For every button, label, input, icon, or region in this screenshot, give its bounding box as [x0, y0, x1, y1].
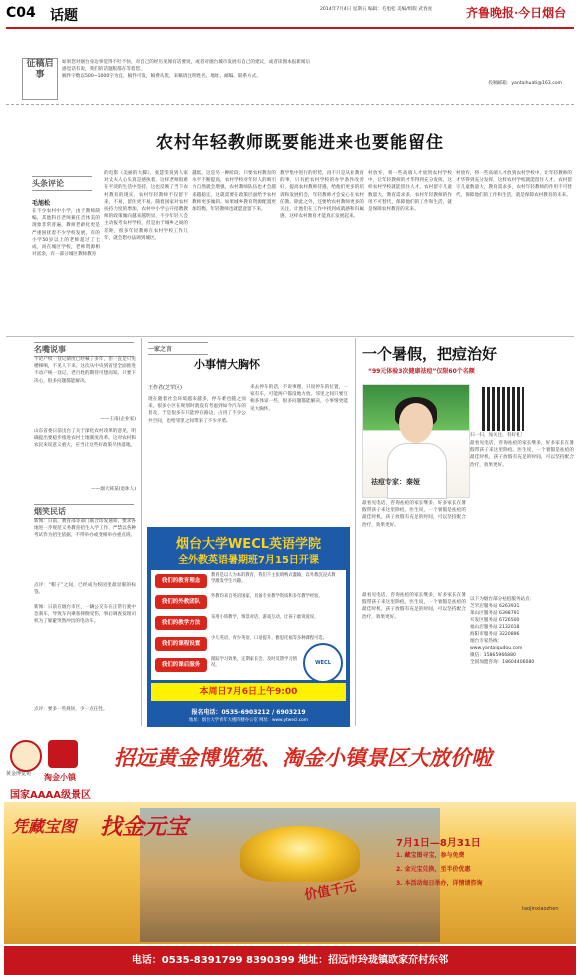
wecl-ad[interactable] [147, 527, 350, 727]
main-article-col-6: 村放弃，将一些高端人才放到农村学校中，让年轻教师的才华得到充分发挥，这样农村学校就能留住人才。农村留守儿童数量大，教育需求多，农村年轻教师的作用不可替代，保障他们的工作和生活，就是保障农村教育的未来。 [456, 171, 572, 198]
column-divider [141, 338, 142, 726]
scenic-level: 国家AAAA级景区 [10, 790, 91, 801]
wecl-course-label: 我们的外教团队 [155, 595, 207, 609]
doctor-photo: 祛痘专家：秦娅 [362, 384, 470, 498]
ad-headline: 招远黄金博览苑、淘金小镇景区大放价啦 [114, 746, 492, 770]
ingot-price: 价值千元 [303, 879, 358, 904]
hotline-label: 烟台专家热线： [470, 639, 503, 644]
gold-town-ad[interactable] [4, 732, 576, 975]
main-article-col-5: 村放弃，将一些高端人才放到农村学校中，让年轻教师的才华得到充分发挥，这样农村学校就能留住人才。农村留守儿童数量大，教育需求多，农村年轻教师的作用不可替代，保障他们的工作和生活，就是保障农村教育的未来。 [368, 171, 452, 213]
store-item: 福山店服务站 2132018 [470, 625, 520, 630]
main-article-author: 毛旭松 [32, 200, 51, 207]
wecl-course-row [155, 572, 342, 592]
wecl-course-label: 我们的课程设置 [155, 637, 207, 651]
wecl-title: 烟台大学WECL英语学院 [175, 537, 322, 552]
promo-tel: 全国加盟咨询：18604406080 [470, 660, 535, 665]
qr-caption: 扫一扫，加关注，有好礼！ [470, 433, 526, 438]
notice-email: 投稿邮箱：yantaihuati@163.com [488, 81, 562, 86]
promo-headline: 一个暑假，把痘治好 [362, 345, 498, 363]
gold-ingot-icon [240, 826, 360, 882]
slogan-2: 找金元宝 [100, 815, 189, 840]
wecl-course-row [155, 614, 342, 634]
wecl-subtitle: 全外教英语暑期班7月15日开课 [178, 555, 319, 566]
wecl-course-desc: 少儿英语、青少英语、口语提升、雅思托福等多种课程可选。 [211, 636, 328, 641]
wecl-course-desc: 跟踪学习效果，定期家长会，及时反馈学习情况。 [211, 657, 297, 668]
left-text-2: 山东省委日前出台了关于深化农村改革的意见，明确提出要稳步推进农村土地制度改革。这对农村和农民来说意义重大，应当让这些好政策尽快落地。 [34, 429, 136, 449]
main-article-col-2: 的电影《美丽的大脚》，张慧雯说到人家对丈夫人心头真是感执着，这样老师很难在平淡的生活中坚持，这也反映了当下农村教育的现实，农村年轻教师不仅留下来，不易，留住更不易。随着国家对农村扶持力度的增加，农村中小学公开招聘教师的政策倾向越来越明显，不少年轻人会主动报考农村学校，但是由于城乡之间的差距，很多年轻教师在农村学校工作几年，就会想办法调到城区。 [104, 171, 188, 241]
museum-name: 黄金博览苑 [6, 771, 32, 777]
doctor-title: 祛痘专家 [371, 478, 399, 486]
page-header [0, 0, 580, 30]
wecl-open-line: 本周日7月6日上午9:00 [151, 683, 346, 701]
left-sig-3: 点评：“帽子”之间，已经成为校园里最显眼的标签。 [34, 583, 136, 596]
essay-tag: 一家之言 [148, 342, 208, 355]
wecl-course-desc: 采用小班教学，情景对话、游戏互动，让孩子敢说爱说。 [211, 615, 319, 620]
divider [6, 104, 574, 105]
promo-website[interactable]: www.yantaiqudou.com [470, 646, 523, 651]
weibo-handle: taojinxiaozhen [522, 906, 559, 912]
lead-comment-tag: 头条评论 [32, 176, 92, 191]
wecl-address: 地址：烟台大学青年大楼四楼办公室 网址：www.ytwecl.com [188, 718, 308, 723]
wecl-course-desc: 教育是以人为本的教育，我们不主张填鸭式灌输，以外教沉浸式教学激发学生兴趣。 [211, 573, 336, 584]
essay-title: 小事情大胸怀 [194, 358, 260, 371]
column-divider [355, 338, 356, 726]
wecl-course-label: 我们的教育理念 [155, 574, 207, 588]
notice-label: 征稿启事 [22, 58, 58, 100]
promo-text-3: 最看见电话，咨询祛痘的家长继多，好多家长在暑假带孩子来这里除痘。医生说，一个暑假是祛痘的最佳时机，孩子放假有充足的时间，可以坚持配合治疗，效果更好。 [362, 593, 466, 620]
page-code: C04 [6, 5, 36, 21]
famous-comment-tag: 名嘴说事 [34, 342, 134, 357]
page-meta: 2014年7月4日 星期五 编辑：毛旭松 美编/组版 武春虎 [320, 7, 433, 12]
wecl-course-desc: 外教均来自英语国家，具备专业教学资质和多年教学经验。 [211, 594, 323, 599]
left-text-4: 新闻：日前在烟台市区，一辆公交车在正常行驶中急刹车，导致车内乘客摔倒受伤，事后调查发现司机为了躲避突然冲出的电动车。 [34, 605, 136, 625]
left-sig-2: ——烟大韩某(退休人) [91, 487, 136, 492]
left-text-3: 新闻：日前，教育部等部门联合印发通知，要求各地进一步规范义务教育招生入学工作，严禁以各种考试作为招生依据，不得举办或变相举办重点班。 [34, 519, 136, 539]
store-item: 莱山区服务站 6398791 [470, 611, 520, 616]
left-sig-4: 点评：要多一些规矩，少一点任性。 [34, 707, 108, 712]
coat-shape [387, 443, 447, 499]
offer-item: 3. 本活动每日举办，详情请咨询 [396, 880, 483, 887]
store-list [470, 596, 574, 666]
notice-line-3: 稿件字数以500~1000字为宜，稿件可发，稿费从优，来稿请注明姓名、地址、邮编、联系方式。 [62, 74, 261, 79]
promo-text-2: 最看见电话，咨询祛痘的家长继多，好多家长在暑假带孩子来这里除痘。医生说，一个暑假是祛痘的最佳时机，孩子放假有充足的时间，可以坚持配合治疗，效果更好。 [470, 441, 574, 468]
doctor-name: 秦娅 [406, 478, 420, 486]
slogan-1: 凭藏宝图 [12, 817, 77, 836]
essay-author: 王作君(芝罘区) [148, 385, 182, 391]
qr-code-icon[interactable] [482, 387, 524, 431]
event-date: 7月1日—8月31日 [396, 838, 481, 849]
wecl-course-label: 我们的课后服务 [155, 658, 207, 672]
essay-col-2: 来去停车的话，不说事理，只说停车的位置，一家有车，可能两户都没地方放。邻里之间只要互相多体谅一些，很多问题都能解决，小事情更能见大胸怀。 [250, 385, 348, 412]
museum-logo-icon [10, 740, 42, 772]
main-article-col-4: 教学集中进行的形势，再不只是从业教育的事，只有把农村学校的办学条件改善好，提高农村教师待遇，给他们更多的培训和发展机会，年轻教师才会安心在农村任教。除此之外，还要给农村教师更多的关注，让他们在工作中找到成就感和归属感，这样农村教育才能真正发展起来。 [280, 171, 364, 220]
wecl-course-row [155, 656, 303, 676]
face-shape [399, 403, 433, 443]
wecl-course-label: 我们的教学方法 [155, 616, 207, 630]
divider [6, 336, 574, 337]
promo-subline: “99元体验3次健康祛痘”仅限60个名额 [368, 368, 475, 375]
store-item: 开发区服务站 6726500 [470, 618, 520, 623]
offer-item: 2. 金元宝兑换，至半价优惠 [396, 866, 471, 873]
store-item: 芝罘店服务站 6263931 [470, 604, 520, 609]
humor-tag: 烟笑民话 [34, 504, 134, 519]
left-text-1: 不论产权一登记制度已经喊了多年，但一直是只见楼梯响，不见人下来。这次从中央到省里全面推进不动产统一登记，老百姓的期待可想而知。只要下决心，很多问题都能解决。 [34, 357, 136, 384]
wecl-tel: 报名电话：0535-6903212 / 6903219 [191, 709, 306, 716]
essay-col-1: 现在随着社会环境越来越多，停车难也随之而来，很多小区在规划时就没有考虑到如今汽车的普及，于是很多车只能停在路边，占用了不少公共空间，也给邻里之间带来了不少矛盾。 [148, 397, 246, 424]
gold-town-logo-icon [48, 740, 78, 768]
wecl-course-row [155, 593, 342, 613]
promo-weixin: 微信：15865966880 [470, 653, 516, 658]
promo-text: 最看见电话，咨询祛痘的家长继多，好多家长在暑假带孩子来这里除痘。医生说，一个暑假是祛痘的最佳时机，孩子放假有充足的时间，可以坚持配合治疗，效果更好。 [362, 501, 466, 528]
main-article-col-1: 在不少农村中小学，由于教师缺编，其他科目老师兼任音体美的现象非常普遍，教师老龄化更是严重困扰着不少学校发展，有的小学50岁以上的老师超过了七成，而在城区学校，老师资源相对富余，有一部分城区教师教育 [32, 209, 100, 258]
main-article-col-3: 越低，这是另一种阶段；只要农村教育的水平不断提高，农村学校对年轻人的吸引力自然就会增强，农村教师队伍也才会越来越稳定。这就需要在政策层面给予农村教师更多倾斜。如果城乡教育资源配置更加均衡，年轻教师也就愿意留下来。 [192, 171, 276, 213]
wecl-logo: WECL [303, 643, 343, 683]
header-rule [6, 27, 574, 29]
notice-line-2: 感觉话有说，我们的话题版都在等着您。 [62, 67, 145, 72]
section-title: 话题 [50, 8, 78, 24]
ad-footer: 电话：0535-8391799 8390399 地址：招远市玲珑镇欧家夼村东邻 [4, 946, 576, 975]
offer-item: 1. 藏宝图寻宝，参与免费 [396, 852, 465, 859]
store-item: 海阳市服务站 3220896 [470, 632, 520, 637]
notice-line-1: 如果您对烟台身边事觉得不吐不快，对自己的经历见闻有话要说，或者对烟台城市发展有自己的建议，或者读图本报新闻后 [62, 60, 311, 65]
notice-box [62, 59, 562, 87]
store-list-title: 以下为烟台部分祛痘服务站点： [470, 597, 535, 602]
gold-town-name: 淘金小镇 [44, 773, 76, 782]
newspaper-brand: 齐鲁晚报·今日烟台 [466, 6, 567, 20]
main-article-title: 农村年轻教师既要能进来也要能留住 [156, 133, 444, 153]
left-sig-1: ——王南(企业家) [100, 417, 136, 422]
